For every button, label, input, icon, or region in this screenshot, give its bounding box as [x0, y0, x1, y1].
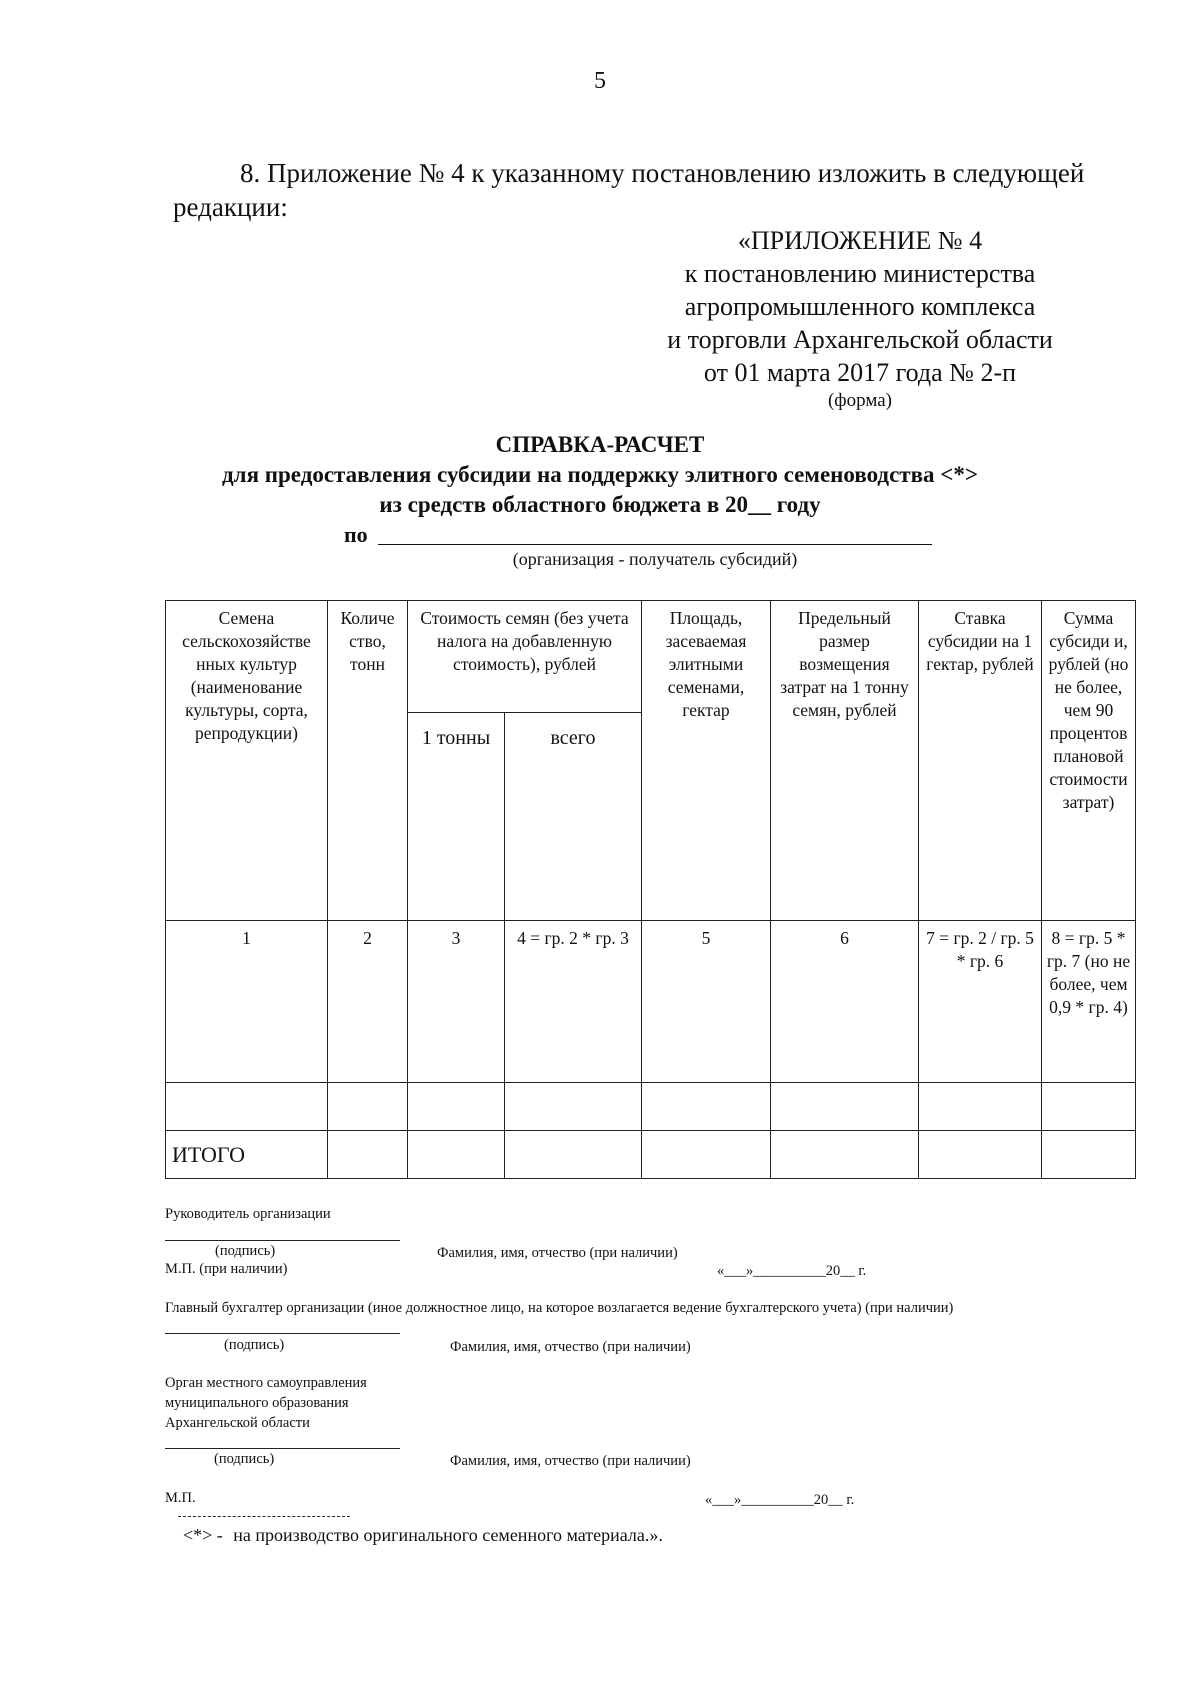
appendix-line-1: «ПРИЛОЖЕНИЕ № 4 — [737, 226, 983, 255]
intro-line-1: 8. Приложение № 4 к указанному постановлению изложить в следующей — [240, 158, 1085, 188]
table-row-empty — [166, 1083, 1136, 1131]
local-government-label — [165, 1373, 367, 1433]
accountant-signature-line — [165, 1333, 400, 1334]
local-gov-line-2: муниципального образования — [165, 1395, 349, 1411]
table-row-numbering — [166, 921, 1136, 1083]
table-cell — [1042, 1131, 1136, 1179]
appendix-header — [620, 224, 1100, 413]
table-cell — [919, 1083, 1042, 1131]
table-cell — [328, 1131, 408, 1179]
head-fio-caption: Фамилия, имя, отчество (при наличии) — [437, 1245, 678, 1261]
table-cell — [328, 1083, 408, 1131]
head-date: «___»__________20__ г. — [717, 1263, 867, 1279]
organization-blank-line — [378, 544, 932, 545]
appendix-line-3: агропромышленного комплекса — [684, 292, 1036, 321]
header-cost-total: всего — [505, 713, 642, 921]
local-gov-fio-caption: Фамилия, имя, отчество (при наличии) — [450, 1453, 691, 1469]
header-subsidy-sum: Сумма субсиди и, рублей (но не более, чем 90 процентов плановой стоимости затрат) — [1042, 601, 1136, 921]
table-cell — [771, 1083, 919, 1131]
table-row-total — [166, 1131, 1136, 1179]
appendix-line-5: от 01 марта 2017 года № 2-п — [703, 358, 1017, 387]
local-gov-signature-caption: (подпись) — [214, 1451, 275, 1467]
table-cell: 4 = гр. 2 * гр. 3 — [505, 921, 642, 1083]
footnote — [183, 1525, 663, 1546]
title-sub-2: из средств областного бюджета в 20__ году — [379, 492, 821, 517]
appendix-form-note: (форма) — [827, 390, 892, 411]
appendix-line-4: и торговли Архангельской области — [667, 325, 1053, 354]
header-max-reimbursement: Предельный размер возмещения затрат на 1 тонну семян, рублей — [771, 601, 919, 921]
appendix-line-2: к постановлению министерства — [684, 259, 1036, 288]
mp-optional: М.П. (при наличии) — [165, 1261, 288, 1277]
intro-line-2: редакции: — [173, 192, 288, 222]
local-gov-line-1: Орган местного самоуправления — [165, 1375, 367, 1391]
head-label: Руководитель организации — [165, 1206, 331, 1222]
table-cell: 1 — [166, 921, 328, 1083]
title-main: СПРАВКА-РАСЧЕТ — [495, 432, 705, 457]
table-cell: 2 — [328, 921, 408, 1083]
table-cell: 7 = гр. 2 / гр. 5 * гр. 6 — [919, 921, 1042, 1083]
header-rate: Ставка субсидии на 1 гектар, рублей — [919, 601, 1042, 921]
chief-accountant-label: Главный бухгалтер организации (иное должностное лицо, на которое возлагается ведение бухгалтерского учета) (при наличии) — [165, 1300, 954, 1316]
accountant-fio-caption: Фамилия, имя, отчество (при наличии) — [450, 1339, 691, 1355]
mp-label: М.П. — [165, 1490, 196, 1506]
header-seeds: Семена сельскохозяйстве нных культур (наименование культуры, сорта, репродукции) — [166, 601, 328, 921]
header-quantity: Количе ство, тонн — [328, 601, 408, 921]
head-signature-line — [165, 1240, 400, 1241]
header-cost-per-ton: 1 тонны — [408, 713, 505, 921]
table-cell — [505, 1083, 642, 1131]
page-number: 5 — [594, 68, 606, 94]
table-cell: 5 — [642, 921, 771, 1083]
table-cell — [642, 1131, 771, 1179]
footnote-text: на производство оригинального семенного материала.». — [233, 1525, 663, 1545]
accountant-signature-caption: (подпись) — [224, 1337, 285, 1353]
table-cell — [919, 1131, 1042, 1179]
footnote-separator — [178, 1516, 350, 1517]
title-sub-1: для предоставления субсидии на поддержку элитного семеноводства <*> — [222, 462, 978, 487]
local-gov-signature-line — [165, 1448, 400, 1449]
total-label: ИТОГО — [166, 1131, 328, 1179]
po-label: по — [344, 522, 368, 547]
table-cell — [505, 1131, 642, 1179]
table-cell — [771, 1131, 919, 1179]
table-cell: 3 — [408, 921, 505, 1083]
table-cell — [166, 1083, 328, 1131]
table-cell — [1042, 1083, 1136, 1131]
organization-caption: (организация - получатель субсидий) — [512, 549, 798, 569]
header-area: Площадь, засеваемая элитными семенами, гектар — [642, 601, 771, 921]
table-cell — [408, 1083, 505, 1131]
calculation-table — [165, 600, 1136, 1179]
head-signature-caption: (подпись) — [215, 1243, 276, 1259]
footnote-mark: <*> - — [183, 1525, 223, 1545]
table-cell — [642, 1083, 771, 1131]
local-gov-line-3: Архангельской области — [165, 1415, 310, 1431]
table-cell: 8 = гр. 5 * гр. 7 (но не более, чем 0,9 * гр. 4) — [1042, 921, 1136, 1083]
document-title — [0, 430, 1200, 520]
table-cell: 6 — [771, 921, 919, 1083]
header-cost-group: Стоимость семян (без учета налога на добавленную стоимость), рублей — [408, 601, 642, 713]
local-gov-date: «___»__________20__ г. — [705, 1492, 855, 1508]
table-cell — [408, 1131, 505, 1179]
